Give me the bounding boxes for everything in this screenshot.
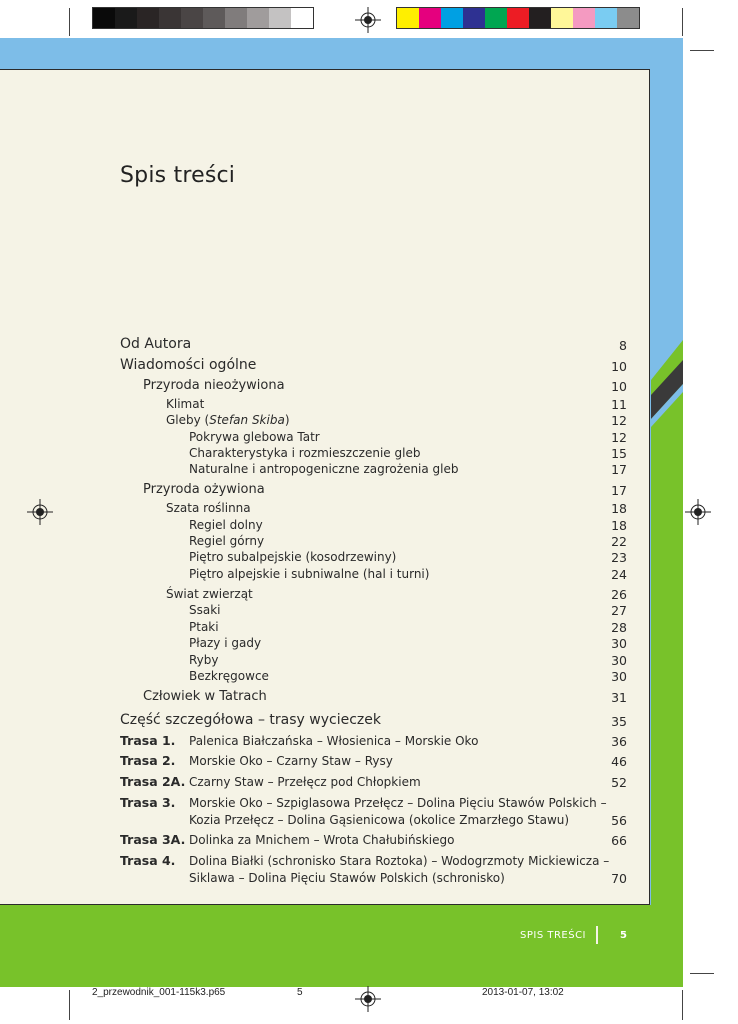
slug-date: 2013-01-07, 13:02 [482, 987, 564, 998]
toc-entry-title: Przyroda ożywiona [143, 482, 265, 497]
crop-mark [69, 990, 70, 1020]
toc-entry-title: Przyroda nieożywiona [143, 378, 285, 393]
crop-mark [682, 990, 683, 1020]
toc-entry-title: Pokrywa glebowa Tatr [189, 430, 320, 444]
toc-entry-author: Stefan Skiba [209, 413, 285, 427]
color-swatch [159, 8, 181, 28]
route-page: 66 [611, 833, 627, 848]
route-description: Siklawa – Dolina Pięciu Stawów Polskich (schronisko) [189, 871, 505, 885]
toc-entry-title: Wiadomości ogólne [120, 357, 257, 373]
footer-section-label: SPIS TREŚCI [520, 930, 587, 941]
toc-entry-title: Szata roślinna [166, 501, 251, 515]
toc-entry-page: 12 [611, 430, 627, 445]
toc-entry-page: 17 [611, 462, 627, 477]
toc-entry-title: Piętro alpejskie i subniwalne (hal i turni) [189, 567, 430, 581]
registration-mark-icon [685, 499, 711, 525]
page-title: Spis treści [120, 163, 236, 188]
color-swatch [269, 8, 291, 28]
route-description: Dolinka za Mnichem – Wrota Chałubińskiego [189, 833, 455, 847]
route-number: Trasa 2. [120, 753, 176, 768]
toc-entry-title: Charakterystyka i rozmieszczenie gleb [189, 446, 421, 460]
color-swatch [573, 8, 595, 28]
route-number: Trasa 3A. [120, 832, 186, 847]
toc-entry-page: 18 [611, 501, 627, 516]
toc-entry-title: Piętro subalpejskie (kosodrzewiny) [189, 550, 397, 564]
route-page: 46 [611, 754, 627, 769]
route-page: 56 [611, 813, 627, 828]
toc-entry-title: Regiel górny [189, 534, 265, 548]
toc-entry-page: 17 [611, 483, 627, 498]
route-description: Morskie Oko – Szpiglasowa Przełęcz – Dolina Pięciu Stawów Polskich – [189, 796, 607, 810]
route-description: Kozia Przełęcz – Dolina Gąsienicowa (okolice Zmarzłego Stawu) [189, 813, 570, 827]
footer-page-number: 5 [620, 930, 627, 941]
color-swatch [181, 8, 203, 28]
color-swatch [595, 8, 617, 28]
toc-entry-title: Płazy i gady [189, 636, 262, 650]
toc-entry-page: 12 [611, 413, 627, 428]
color-swatch [225, 8, 247, 28]
toc-entry-title: Ptaki [189, 620, 219, 634]
route-number: Trasa 3. [120, 795, 176, 810]
color-swatch [617, 8, 639, 28]
toc-entry-suffix: ) [284, 413, 290, 427]
toc-entry-page: 18 [611, 518, 627, 533]
color-swatch [93, 8, 115, 28]
toc-entry-page: 15 [611, 446, 627, 461]
toc-entry-page: 10 [611, 359, 627, 374]
color-swatch [463, 8, 485, 28]
color-bar-process [396, 7, 640, 29]
toc-entry-title: Część szczegółowa – trasy wycieczek [120, 712, 381, 728]
toc-entry-page: 8 [619, 338, 627, 353]
route-number: Trasa 4. [120, 853, 176, 868]
toc-entry-title: Ryby [189, 653, 219, 667]
color-swatch [507, 8, 529, 28]
toc-entry-title: Człowiek w Tatrach [143, 689, 267, 704]
route-page: 36 [611, 734, 627, 749]
crop-mark [682, 8, 683, 36]
green-footer-band [0, 905, 683, 987]
toc-entry-title: Ssaki [189, 603, 221, 617]
toc-entry-page: 23 [611, 550, 627, 565]
color-swatch [419, 8, 441, 28]
route-description: Czarny Staw – Przełęcz pod Chłopkiem [189, 775, 421, 789]
crop-mark [69, 8, 70, 36]
toc-entry-title: Regiel dolny [189, 518, 263, 532]
toc-entry-page: 11 [611, 397, 627, 412]
color-swatch [485, 8, 507, 28]
route-page: 52 [611, 775, 627, 790]
toc-entry-page: 30 [611, 669, 627, 684]
color-swatch [115, 8, 137, 28]
registration-mark-icon [355, 7, 381, 33]
color-swatch [529, 8, 551, 28]
registration-mark-icon [355, 986, 381, 1012]
color-swatch [203, 8, 225, 28]
color-swatch [291, 8, 313, 28]
toc-entry-page: 35 [611, 714, 627, 729]
route-description: Dolina Białki (schronisko Stara Roztoka) – Wodogrzmoty Mickiewicza – [189, 854, 610, 868]
toc-entry-title: Klimat [166, 397, 205, 411]
route-number: Trasa 1. [120, 733, 176, 748]
route-description: Palenica Białczańska – Włosienica – Morskie Oko [189, 734, 479, 748]
crop-mark [690, 50, 714, 51]
slug-filename: 2_przewodnik_001-115k3.p65 [92, 987, 226, 998]
toc-entry-title: Gleby (Stefan Skiba) [166, 413, 290, 427]
toc-entry-page: 26 [611, 587, 627, 602]
color-swatch [441, 8, 463, 28]
slug-page: 5 [297, 987, 303, 998]
toc-entry-page: 27 [611, 603, 627, 618]
color-bar-grayscale [92, 7, 314, 29]
toc-entry-title: Od Autora [120, 336, 192, 352]
toc-entry-title: Naturalne i antropogeniczne zagrożenia gleb [189, 462, 459, 476]
toc-entry-page: 22 [611, 534, 627, 549]
route-description: Morskie Oko – Czarny Staw – Rysy [189, 754, 393, 768]
toc-entry-page: 30 [611, 636, 627, 651]
route-page: 70 [611, 871, 627, 886]
toc-entry-page: 31 [611, 690, 627, 705]
crop-mark [690, 973, 714, 974]
color-swatch [551, 8, 573, 28]
color-swatch [397, 8, 419, 28]
color-swatch [137, 8, 159, 28]
decorative-stripe [651, 340, 683, 910]
toc-entry-page: 10 [611, 379, 627, 394]
toc-entry-page: 28 [611, 620, 627, 635]
route-number: Trasa 2A. [120, 774, 186, 789]
toc-entry-title: Świat zwierząt [166, 587, 253, 601]
toc-entry-page: 30 [611, 653, 627, 668]
registration-mark-icon [27, 499, 53, 525]
footer-divider [596, 926, 598, 944]
toc-entry-page: 24 [611, 567, 627, 582]
toc-entry-title: Bezkręgowce [189, 669, 269, 683]
color-swatch [247, 8, 269, 28]
